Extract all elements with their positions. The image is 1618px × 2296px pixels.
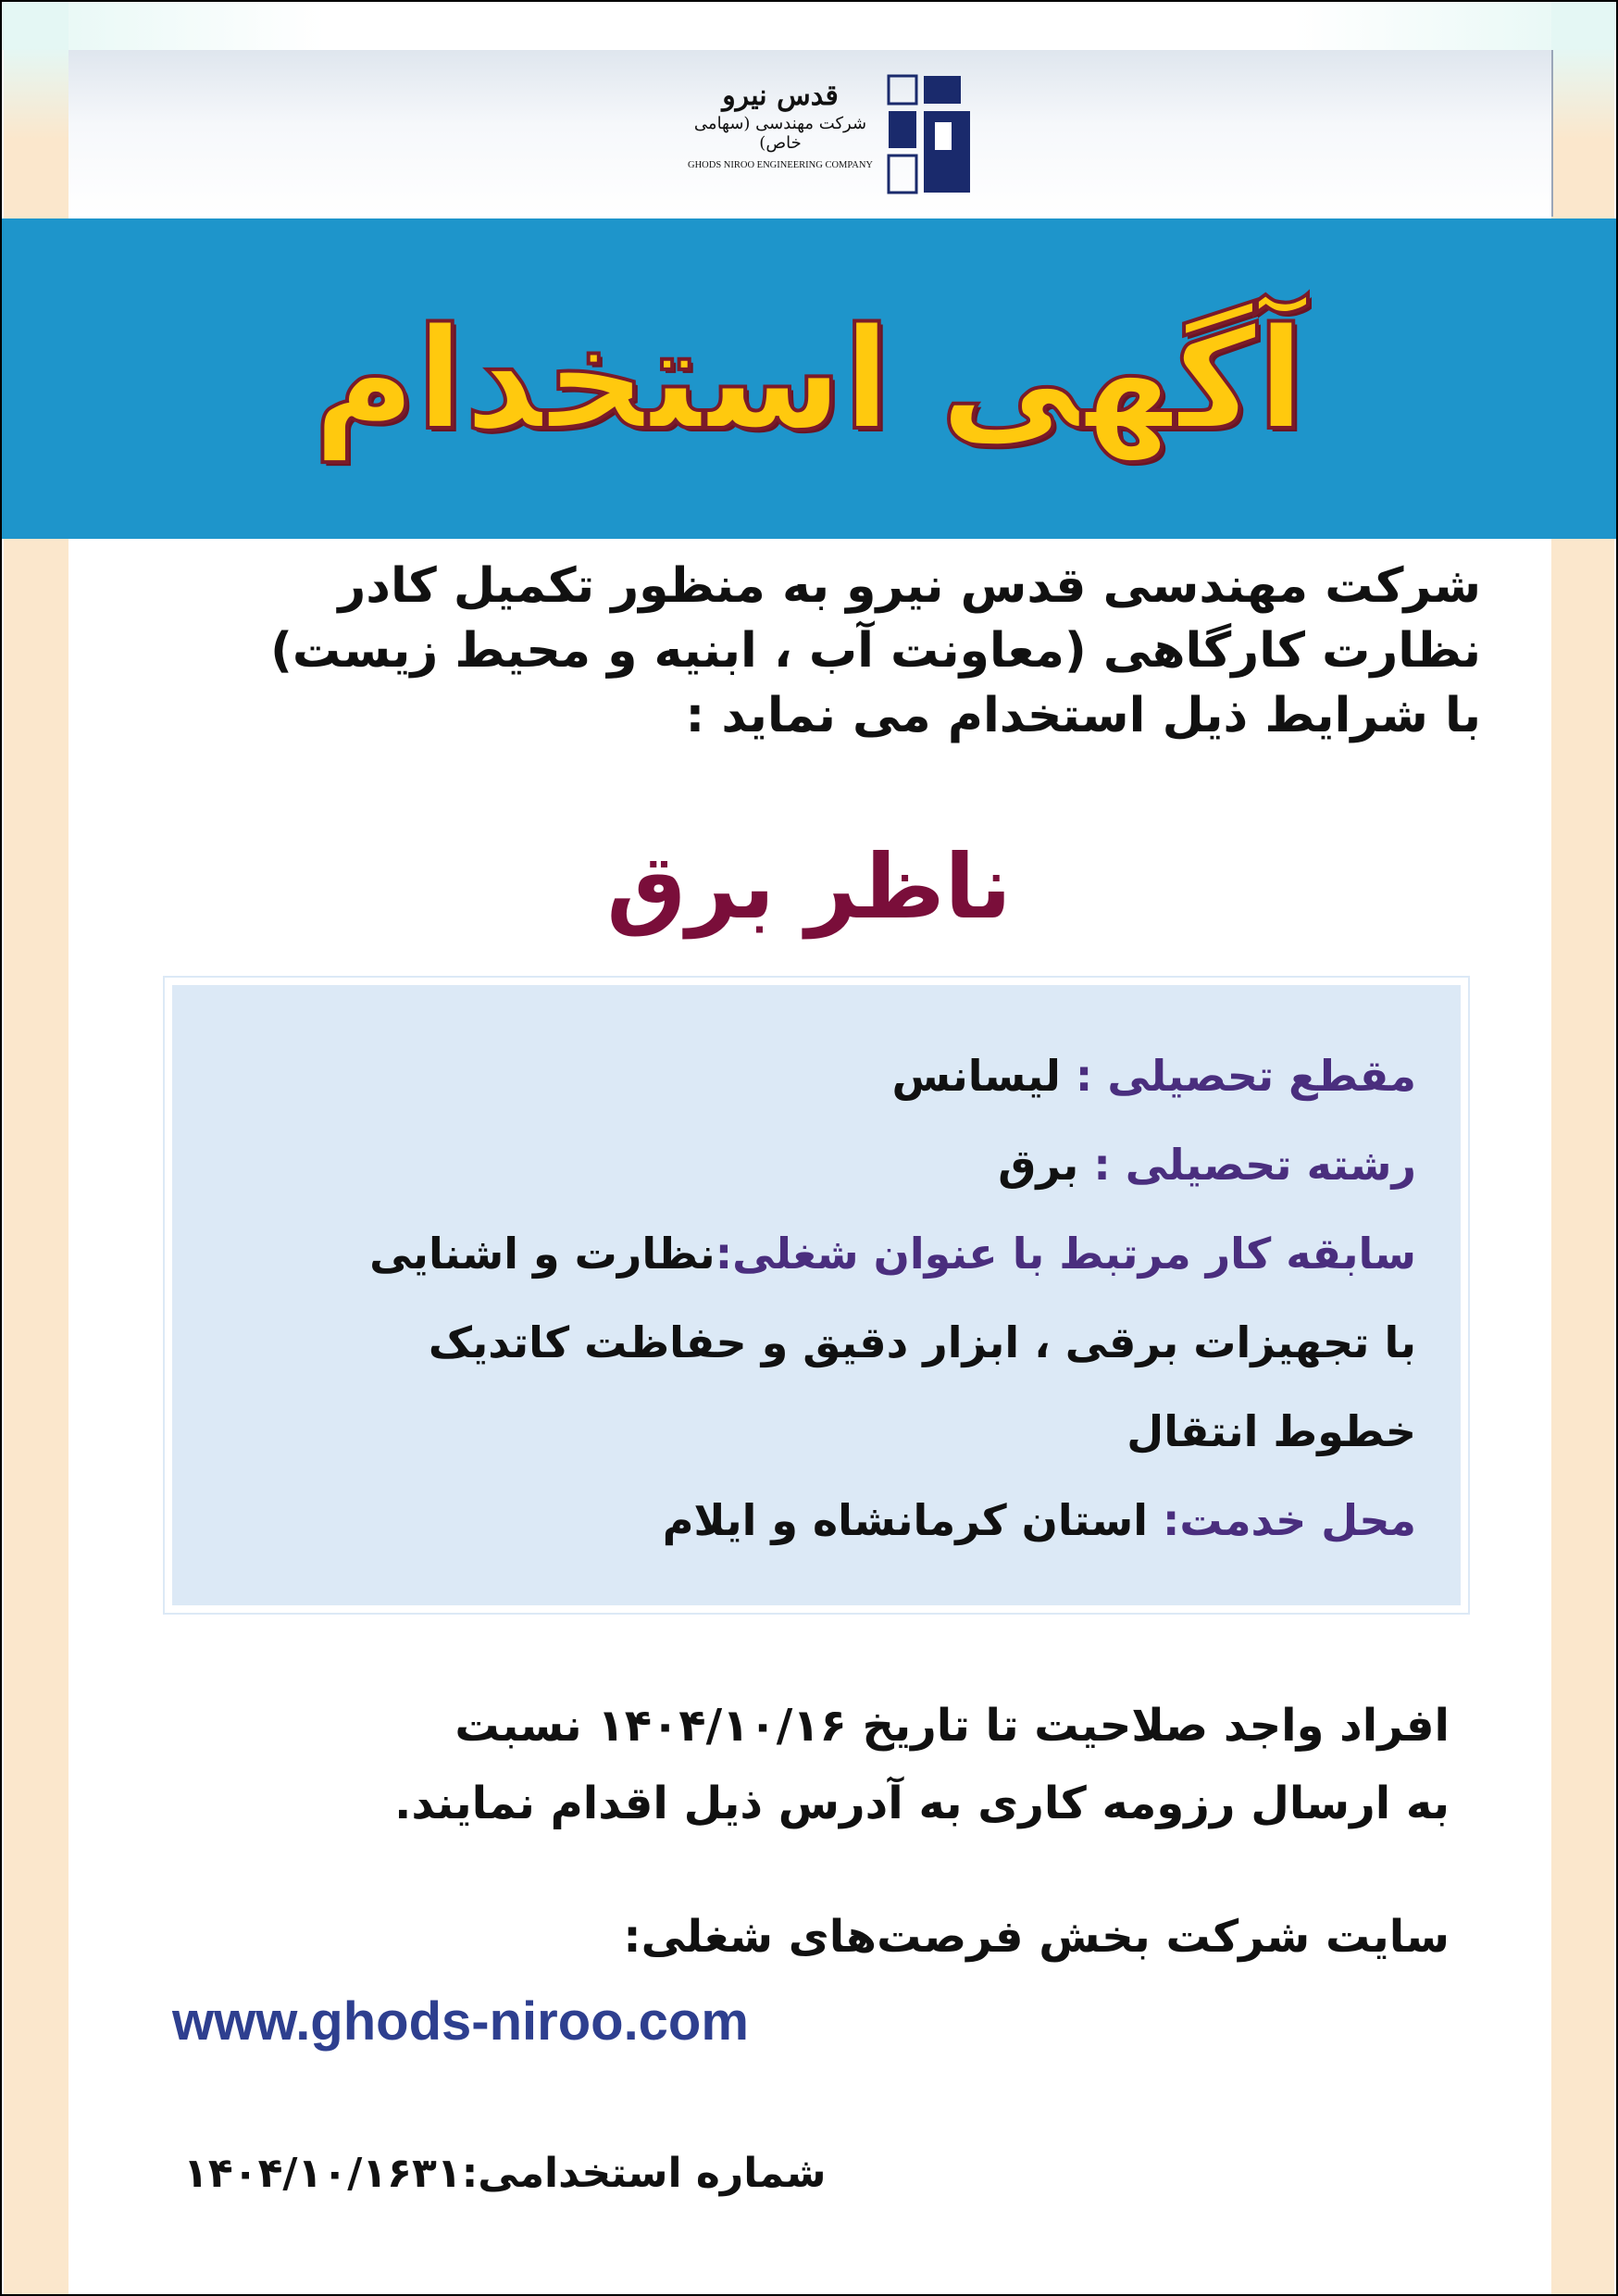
experience-row-3	[213, 1387, 1416, 1476]
job-details-content	[213, 1031, 1416, 1565]
experience-row	[213, 1209, 1416, 1298]
job-details-box	[172, 985, 1461, 1605]
logo-company-subtitle: شرکت مهندسی (سهامی خاص)	[693, 114, 867, 153]
degree-row	[213, 1031, 1416, 1120]
logo-company-english: GHODS NIROO ENGINEERING COMPANY	[688, 160, 873, 170]
logo-company-name: قدس نیرو	[722, 80, 839, 112]
location-label: محل خدمت:	[1162, 1495, 1416, 1545]
experience-value-line-2: با تجهیزات برقی ، ابزار دقیق و حفاظت کاتدیک	[428, 1317, 1416, 1367]
field-row	[213, 1120, 1416, 1209]
intro-line-2: نظارت کارگاهی (معاونت آب ، ابنیه و محیط زیست)	[270, 623, 1481, 679]
experience-label: سابقه کار مرتبط با عنوان شغلی:	[715, 1229, 1416, 1279]
job-title: ناظر برق	[606, 835, 1012, 939]
careers-site-link[interactable]: www.ghods-niroo.com	[172, 1991, 749, 2052]
top-decorative-strip	[2, 2, 1616, 50]
apply-line-2: به ارسال رزومه کاری به آدرس ذیل اقدام نمایند.	[394, 1778, 1450, 1829]
recruitment-reference-number: شماره استخدامی:۱۴۰۴/۱۰/۱۶۳۱	[183, 2150, 827, 2197]
company-logo	[679, 72, 976, 202]
experience-row-2	[213, 1298, 1416, 1387]
banner	[2, 218, 1616, 539]
banner-title: آگهی استخدام	[313, 296, 1306, 461]
field-label: رشته تحصیلی :	[1093, 1140, 1416, 1190]
apply-line-1: افراد واجد صلاحیت تا تاریخ ۱۴۰۴/۱۰/۱۶ نسبت	[454, 1700, 1450, 1752]
degree-value: لیسانس	[891, 1051, 1061, 1101]
location-row	[213, 1476, 1416, 1565]
intro-paragraph	[148, 554, 1481, 748]
intro-line-1: شرکت مهندسی قدس نیرو به منظور تکمیل کادر	[338, 558, 1481, 614]
logo-text	[679, 80, 881, 170]
logo-squares-icon	[887, 74, 979, 194]
field-value: برق	[998, 1140, 1079, 1190]
location-value: استان کرمانشاه و ایلام	[662, 1495, 1148, 1545]
experience-value-line-3: خطوط انتقال	[1126, 1406, 1416, 1456]
degree-label: مقطع تحصیلی :	[1075, 1051, 1416, 1101]
experience-value-line-1: نظارت و اشنایی	[369, 1229, 716, 1279]
intro-line-3: با شرایط ذیل استخدام می نماید :	[685, 688, 1481, 743]
apply-instructions	[154, 1687, 1450, 1842]
company-header	[68, 50, 1553, 217]
careers-site-label: سایت شرکت بخش فرصت‌های شغلی:	[623, 1911, 1450, 1963]
